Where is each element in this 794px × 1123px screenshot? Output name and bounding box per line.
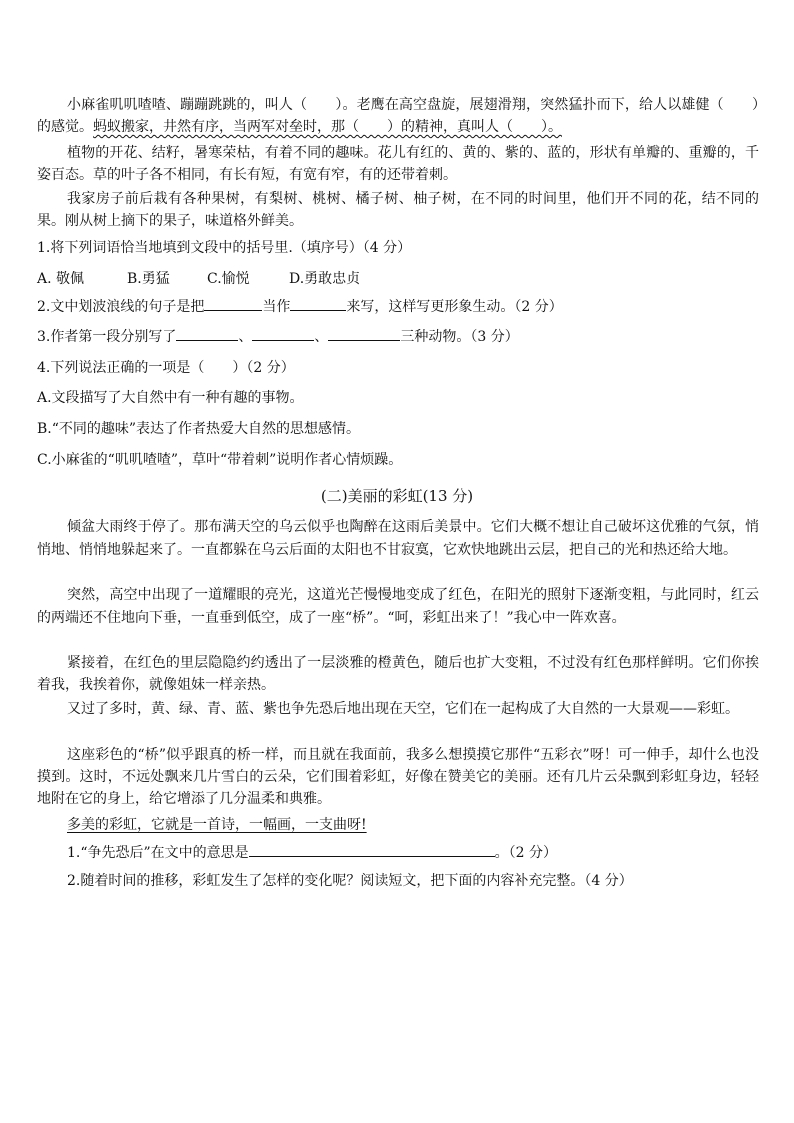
- section-2-title: (二)美丽的彩虹(13 分): [320, 487, 474, 505]
- passage2-paragraph4: 又过了多时，黄、绿、青、蓝、紫也争先恐后地出现在天空，它们在一起构成了大自然的一大景观——彩虹。: [67, 701, 739, 717]
- option-a: A. 敬佩: [37, 271, 85, 287]
- question-3-text-b: 三种动物。（3 分）: [400, 329, 519, 345]
- question-2-text-c: 来写，这样写更形象生动。（2 分）: [346, 299, 563, 315]
- answer-blank[interactable]: [290, 296, 346, 311]
- passage1-paragraph1-text: 小麻雀叽叽喳喳、蹦蹦跳跳的，叫人（ ）。老鹰在高空盘旋，展翅滑翔，突然猛扑而下，给人以雄健（ ）的感觉。: [37, 97, 759, 135]
- answer-blank[interactable]: [252, 326, 314, 341]
- section-2-question-2: 2.随着时间的推移，彩虹发生了怎样的变化呢？阅读短文，把下面的内容补充完整。（4 分）: [67, 873, 633, 889]
- question-4: 4.下列说法正确的一项是（ ）（2 分）: [37, 360, 295, 376]
- passage2-paragraph5: 这座彩色的“桥”似乎跟真的桥一样，而且就在我面前，我多么想摸摸它那件“五彩衣”呀！可一伸手，却什么也没摸到。这时，不远处飘来几片雪白的云朵，它们围着彩虹，好像在赞美它的美丽。还有几片云朵飘到彩虹身边，轻轻地附在它的身上，给它增添了几分温柔和典雅。: [37, 747, 759, 807]
- answer-blank[interactable]: [204, 296, 262, 311]
- question-2-text-b: 当作: [262, 299, 291, 315]
- question-4-option-c: C.小麻雀的“叽叽喳喳”，草叶“带着刺”说明作者心情烦躁。: [37, 452, 403, 468]
- option-d: D.勇敢忠贞: [289, 271, 361, 287]
- question-1-options: [37, 268, 759, 290]
- question-4-option-a: A.文段描写了大自然中有一种有趣的事物。: [37, 390, 304, 406]
- section-2-question-1: [67, 842, 789, 864]
- question-3-separator: 、: [238, 329, 253, 345]
- question-3-separator: 、: [314, 329, 329, 345]
- passage2-paragraph2: 突然，高空中出现了一道耀眼的亮光，这道光芒慢慢地变成了红色，在阳光的照射下逐渐变粗，与此同时，红云的两端还不住地向下垂，一直垂到低空，成了一座“桥”。“呵，彩虹出来了！”我心中一阵欢喜。: [37, 587, 759, 626]
- passage1-paragraph2: 植物的开花、结籽，暑寒荣枯，有着不同的趣味。花儿有红的、黄的、紫的、蓝的，形状有单瓣的、重瓣的，千姿百态。草的叶子各不相同，有长有短，有宽有窄，有的还带着刺。: [37, 145, 759, 183]
- wavy-underlined-sentence: 蚂蚁搬家，井然有序，当两军对垒时，那（ ）的精神，真叫人（ ）。: [93, 119, 562, 135]
- question-2-text-a: 2.文中划波浪线的句子是把: [37, 299, 205, 315]
- question-4-option-b: B.“不同的趣味”表达了作者热爱大自然的思想感情。: [37, 421, 361, 437]
- answer-blank[interactable]: [249, 842, 495, 857]
- question-3: [37, 326, 759, 348]
- answer-blank[interactable]: [176, 326, 238, 341]
- passage1-paragraph3: 我家房子前后栽有各种果树，有梨树、桃树、橘子树、柚子树，在不同的时间里，他们开不同的花，结不同的果。刚从树上摘下的果子，味道格外鲜美。: [37, 191, 759, 229]
- question-1: 1.将下列词语恰当地填到文段中的括号里.（填序号）（4 分）: [37, 240, 412, 256]
- question-2: [37, 296, 759, 318]
- passage2-paragraph6: [37, 814, 759, 836]
- answer-blank[interactable]: [328, 326, 400, 341]
- section-2-question-1-text-a: 1.“争先恐后”在文中的意思是: [67, 845, 249, 861]
- option-b: B.勇猛: [127, 271, 170, 287]
- passage2-paragraph3: 紧接着，在红色的里层隐隐约约透出了一层淡雅的橙黄色，随后也扩大变粗，不过没有红色那样鲜明。它们你挨着我，我挨着你，就像姐妹一样亲热。: [37, 655, 759, 693]
- question-3-text-a: 3.作者第一段分别写了: [37, 329, 177, 345]
- passage2-paragraph1: 倾盆大雨终于停了。那布满天空的乌云似乎也陶醉在这雨后美景中。它们大概不想让自己破坏这优雅的气氛，悄悄地、悄悄地躲起来了。一直都躲在乌云后面的太阳也不甘寂寞，它欢快地跳出云层，把自己的光和热还给大地。: [37, 519, 759, 558]
- passage1-paragraph1: [37, 94, 759, 138]
- option-c: C.愉悦: [207, 271, 250, 287]
- underlined-sentence: 多美的彩虹，它就是一首诗，一幅画，一支曲呀!: [67, 817, 367, 833]
- section-2-question-1-text-b: 。（2 分）: [494, 845, 558, 861]
